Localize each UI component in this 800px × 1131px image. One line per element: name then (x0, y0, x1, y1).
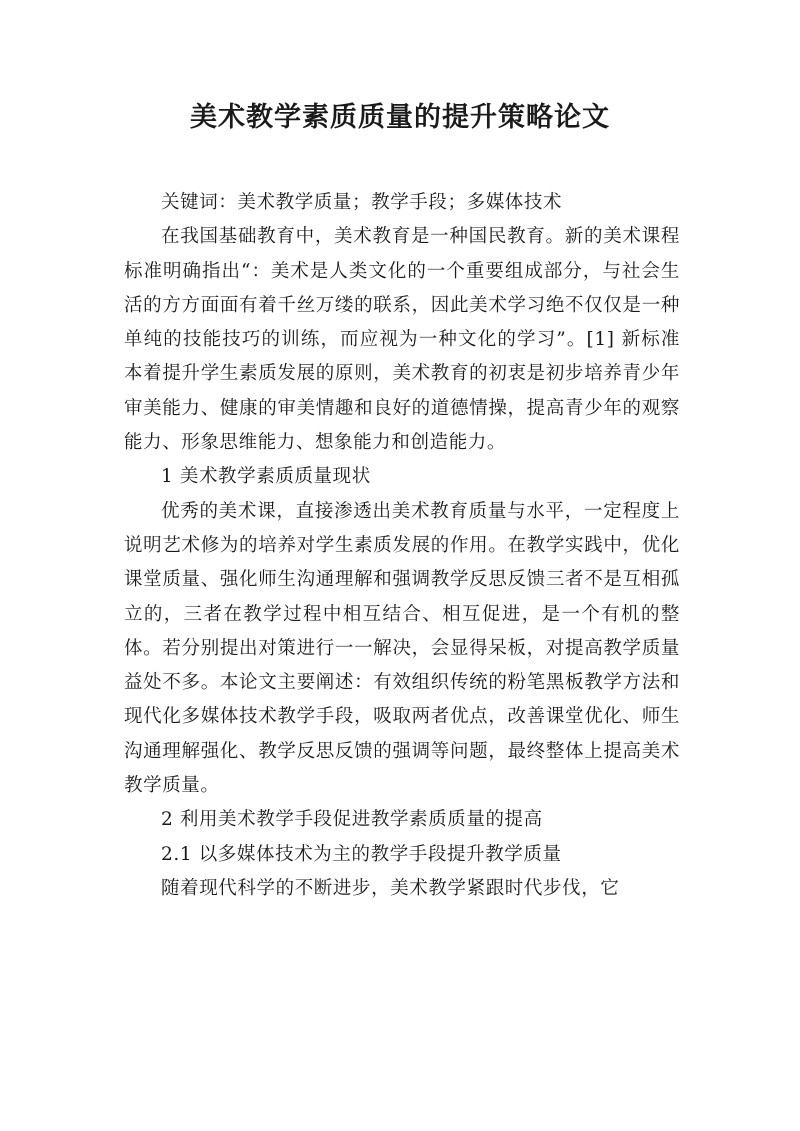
section-heading-1: 1 美术教学素质质量现状 (161, 466, 371, 488)
document-title: 美术教学素质质量的提升策略论文 (190, 102, 610, 133)
document-body (124, 186, 680, 906)
subsection-heading-2-1: 2.1 以多媒体技术为主的教学手段提升教学质量 (161, 843, 562, 865)
section-heading-2: 2 利用美术教学手段促进教学素质质量的提高 (161, 809, 543, 831)
intro-paragraph: 在我国基础教育中，美术教育是一种国民教育。新的美术课程标准明确指出“：美术是人类文化的一个重要组成部分，与社会生活的方方面面有着千丝万缕的联系，因此美术学习绝不仅仅是一种单纯的技能技巧的训练，而应视为一种文化的学习”。[1] 新标准本着提升学生素质发展的原则，美术教育的初衷是初步培养青少年审美能力、健康的审美情趣和良好的道德情操，提高青少年的观察能力、形象思维能力、想象能力和创造能力。 (124, 226, 680, 454)
subsection-2-1-paragraph: 随着现代科学的不断进步，美术教学紧跟时代步伐，它 (161, 877, 620, 899)
section-1-paragraph: 优秀的美术课，直接渗透出美术教育质量与水平，一定程度上说明艺术修为的培养对学生素质发展的作用。在教学实践中，优化课堂质量、强化师生沟通理解和强调教学反思反馈三者不是互相孤立的，三者在教学过程中相互结合、相互促进，是一个有机的整体。若分别提出对策进行一一解决，会显得呆板，对提高教学质量益处不多。本论文主要阐述：有效组织传统的粉笔黑板教学方法和现代化多媒体技术教学手段，吸取两者优点，改善课堂优化、师生沟通理解强化、教学反思反馈的强调等问题，最终整体上提高美术教学质量。 (124, 500, 680, 797)
keywords-paragraph: 关键词：美术教学质量；教学手段；多媒体技术 (161, 192, 563, 213)
